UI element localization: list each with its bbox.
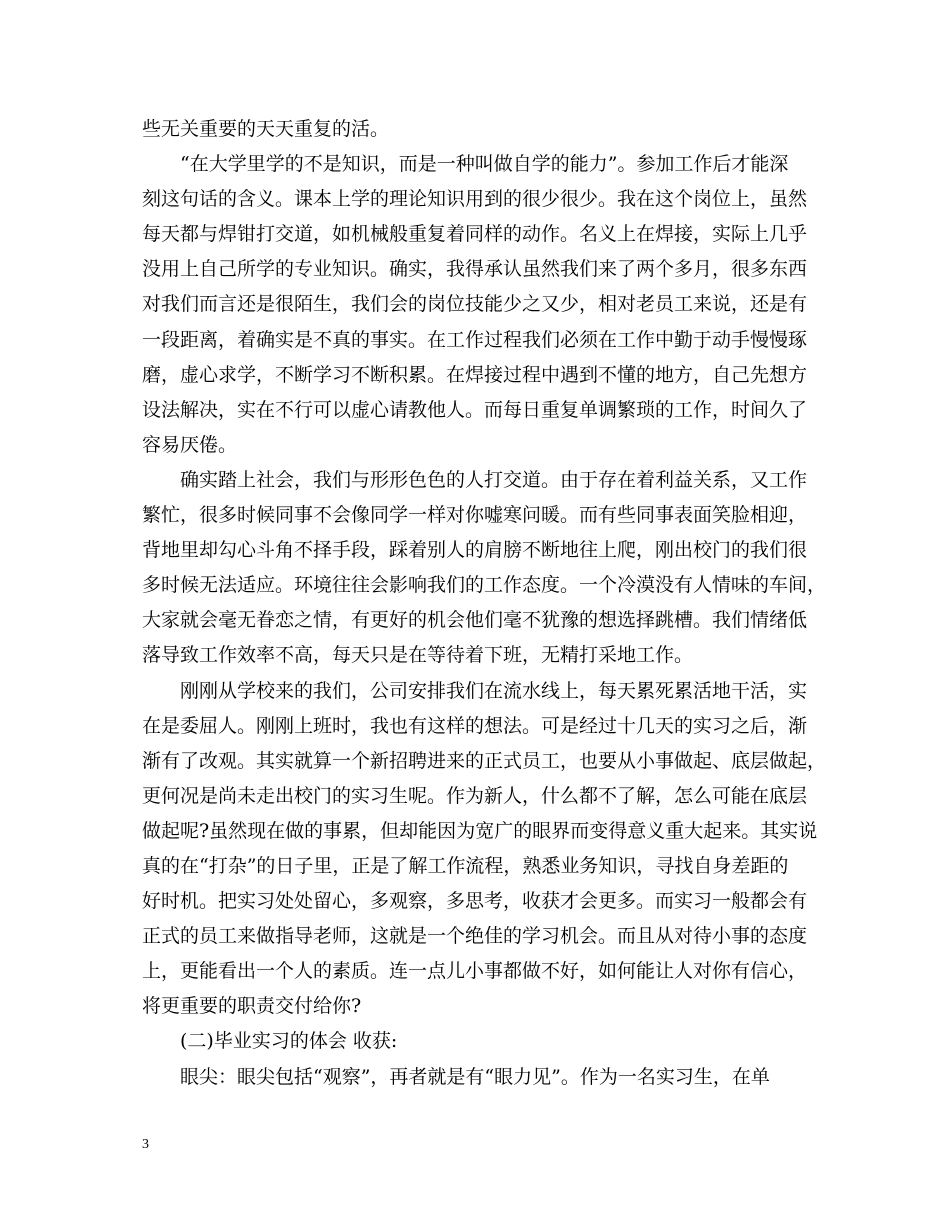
- text-line: 些无关重要的天天重复的活。: [142, 118, 390, 140]
- text-line: 确实踏上社会，我们与形形色色的人打交道。由于存在着利益关系，又工作: [180, 468, 808, 491]
- text-line: 真的在“打杂”的日子里，正是了解工作流程，熟悉业务知识，寻找自身差距的: [142, 854, 789, 877]
- text-line: (二)毕业实习的体会 收获:: [180, 1030, 398, 1053]
- text-line: 眼尖：眼尖包括“观察”，再者就是有“眼力见”。作为一名实习生，在单: [180, 1065, 770, 1088]
- text-line: 正式的员工来做指导老师，这就是一个绝佳的学习机会。而且从对待小事的态度: [142, 925, 808, 948]
- text-line: 做起呢?虽然现在做的事累，但却能因为宽广的眼界而变得意义重大起来。其实说: [142, 819, 818, 842]
- text-line: 刚刚从学校来的我们，公司安排我们在流水线上，每天累死累活地干活，实: [180, 679, 808, 702]
- text-line: “在大学里学的不是知识，而是一种叫做自学的能力”。参加工作后才能深: [180, 153, 789, 176]
- text-line: 背地里却勾心斗角不择手段，踩着别人的肩膀不断地往上爬，刚出校门的我们很: [142, 539, 808, 562]
- text-line: 每天都与焊钳打交道，如机械般重复着同样的动作。名义上在焊接，实际上几乎: [142, 223, 808, 246]
- text-line: 对我们而言还是很陌生，我们会的岗位技能少之又少，相对老员工来说，还是有: [142, 293, 808, 316]
- text-line: 落导致工作效率不高，每天只是在等待着下班，无精打采地工作。: [142, 644, 694, 667]
- document-body: [142, 112, 826, 1095]
- text-line: 更何况是尚未走出校门的实习生呢。作为新人，什么都不了解，怎么可能在底层: [142, 784, 808, 807]
- text-line: 磨，虚心求学，不断学习不断积累。在焊接过程中遇到不懂的地方，自己先想方: [142, 363, 808, 386]
- text-line: 容易厌倦。: [142, 433, 238, 456]
- page-number: 3: [142, 1137, 149, 1152]
- text-line: 没用上自己所学的专业知识。确实，我得承认虽然我们来了两个多月，很多东西: [142, 258, 808, 281]
- text-line: 繁忙，很多时候同事不会像同学一样对你嘘寒问暖。而有些同事表面笑脸相迎，: [142, 504, 808, 527]
- text-line: 将更重要的职责交付给你?: [142, 995, 362, 1018]
- text-line: 渐有了改观。其实就算一个新招聘进来的正式员工，也要从小事做起、底层做起，: [142, 749, 826, 772]
- text-line: 多时候无法适应。环境往往会影响我们的工作态度。一个冷漠没有人情味的车间，: [142, 574, 826, 597]
- text-line: 设法解决，实在不行可以虚心请教他人。而每日重复单调繁琐的工作，时间久了: [142, 398, 808, 421]
- text-line: 在是委屈人。刚刚上班时，我也有这样的想法。可是经过十几天的实习之后，渐: [142, 714, 808, 737]
- text-line: 上，更能看出一个人的素质。连一点儿小事都做不好，如何能让人对你有信心，: [142, 960, 808, 983]
- text-line: 大家就会毫无眷恋之情，有更好的机会他们毫不犹豫的想选择跳槽。我们情绪低: [142, 609, 808, 632]
- text-line: 一段距离，着确实是不真的事实。在工作过程我们必须在工作中勤于动手慢慢琢: [142, 328, 808, 351]
- text-line: 好时机。把实习处处留心，多观察，多思考，收获才会更多。而实习一般都会有: [142, 890, 808, 913]
- text-line: 刻这句话的含义。课本上学的理论知识用到的很少很少。我在这个岗位上，虽然: [142, 188, 808, 211]
